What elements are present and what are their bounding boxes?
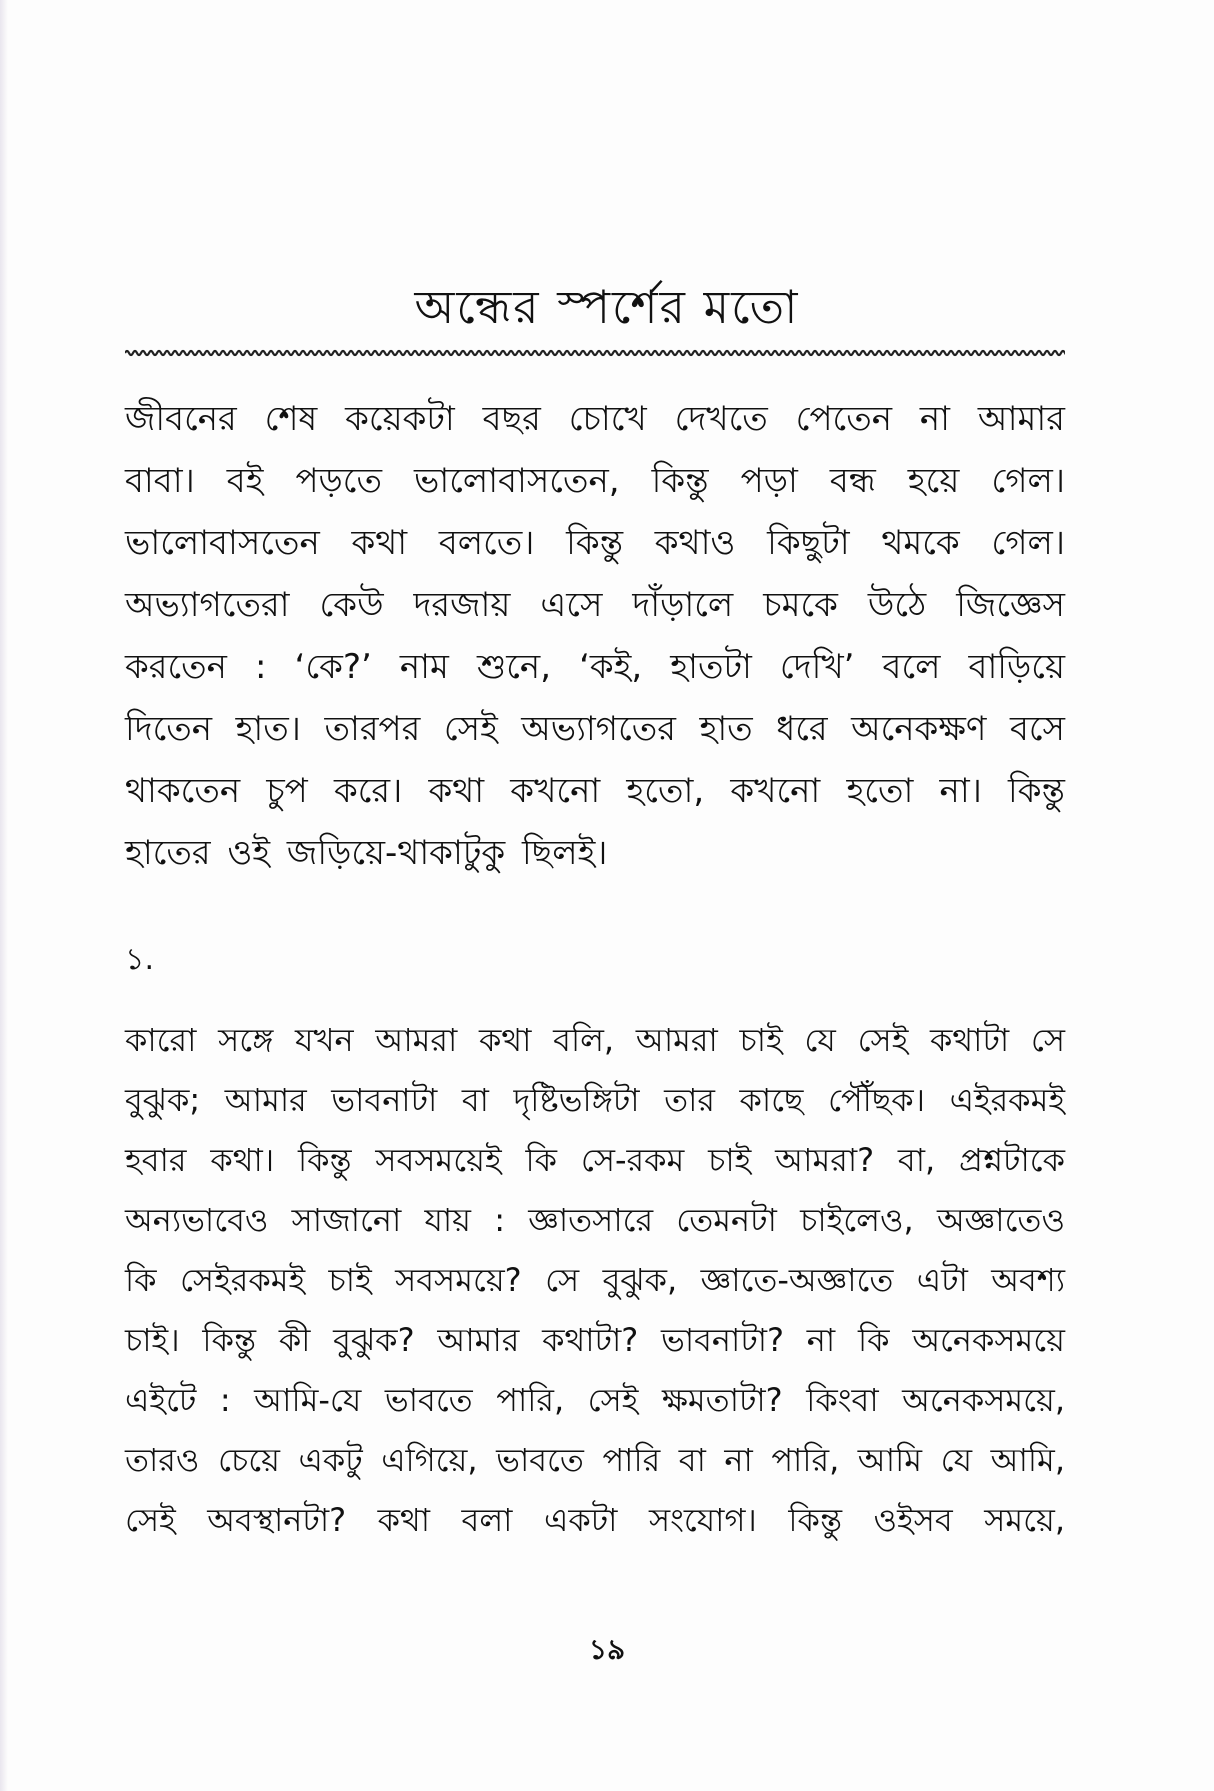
section-number: ১.	[125, 942, 155, 977]
page-number: ১৯	[588, 1633, 626, 1666]
chapter-title: অন্ধের স্পর্শের মতো	[414, 279, 800, 334]
text-line: করতেন : ‘কে?’ নাম শুনে, ‘কই, হাতটা দেখি’ বলে বাড়িয়ে	[125, 647, 1065, 687]
text-line: চাই। কিন্তু কী বুঝুক? আমার কথাটা? ভাবনাটা? না কি অনেকসময়ে	[125, 1321, 1065, 1359]
text-line: জীবনের শেষ কয়েকটা বছর চোখে দেখতে পেতেন না আমার	[125, 399, 1065, 439]
wavy-divider	[125, 348, 1065, 358]
text-line: সেই অবস্থানটা? কথা বলা একটা সংযোগ। কিন্তু ওইসব সময়ে,	[125, 1501, 1065, 1539]
text-line: হাতের ওই জড়িয়ে-থাকাটুকু ছিলই।	[125, 833, 608, 873]
text-line: কারো সঙ্গে যখন আমরা কথা বলি, আমরা চাই যে সেই কথাটা সে	[125, 1021, 1065, 1059]
text-line: বাবা। বই পড়তে ভালোবাসতেন, কিন্তু পড়া বন্ধ হয়ে গেল।	[125, 461, 1065, 501]
text-line: দিতেন হাত। তারপর সেই অভ্যাগতের হাত ধরে অনেকক্ষণ বসে	[125, 709, 1065, 749]
intro-paragraph	[125, 388, 1065, 884]
text-line: তারও চেয়ে একটু এগিয়ে, ভাবতে পারি বা না পারি, আমি যে আমি,	[125, 1441, 1065, 1479]
text-line: বুঝুক; আমার ভাবনাটা বা দৃষ্টিভঙ্গিটা তার কাছে পৌঁছক। এইরকমই	[125, 1081, 1065, 1119]
text-line: হবার কথা। কিন্তু সবসময়েই কি সে-রকম চাই আমরা? বা, প্রশ্নটাকে	[125, 1141, 1066, 1179]
text-line: ভালোবাসতেন কথা বলতে। কিন্তু কথাও কিছুটা থমকে গেল।	[125, 523, 1065, 563]
text-line: অভ্যাগতেরা কেউ দরজায় এসে দাঁড়ালে চমকে উঠে জিজ্ঞেস	[125, 585, 1065, 625]
text-line: এইটে : আমি-যে ভাবতে পারি, সেই ক্ষমতাটা? কিংবা অনেকসময়ে,	[125, 1381, 1065, 1419]
text-line: কি সেইরকমই চাই সবসময়ে? সে বুঝুক, জ্ঞাতে-অজ্ঞাতে এটা অবশ্য	[125, 1261, 1065, 1299]
page-binding-edge	[0, 0, 8, 1791]
section-paragraph	[125, 1010, 1065, 1550]
text-line: থাকতেন চুপ করে। কথা কখনো হতো, কখনো হতো না। কিন্তু	[125, 771, 1065, 811]
text-line: অন্যভাবেও সাজানো যায় : জ্ঞাতসারে তেমনটা চাইলেও, অজ্ঞাতেও	[125, 1201, 1065, 1239]
